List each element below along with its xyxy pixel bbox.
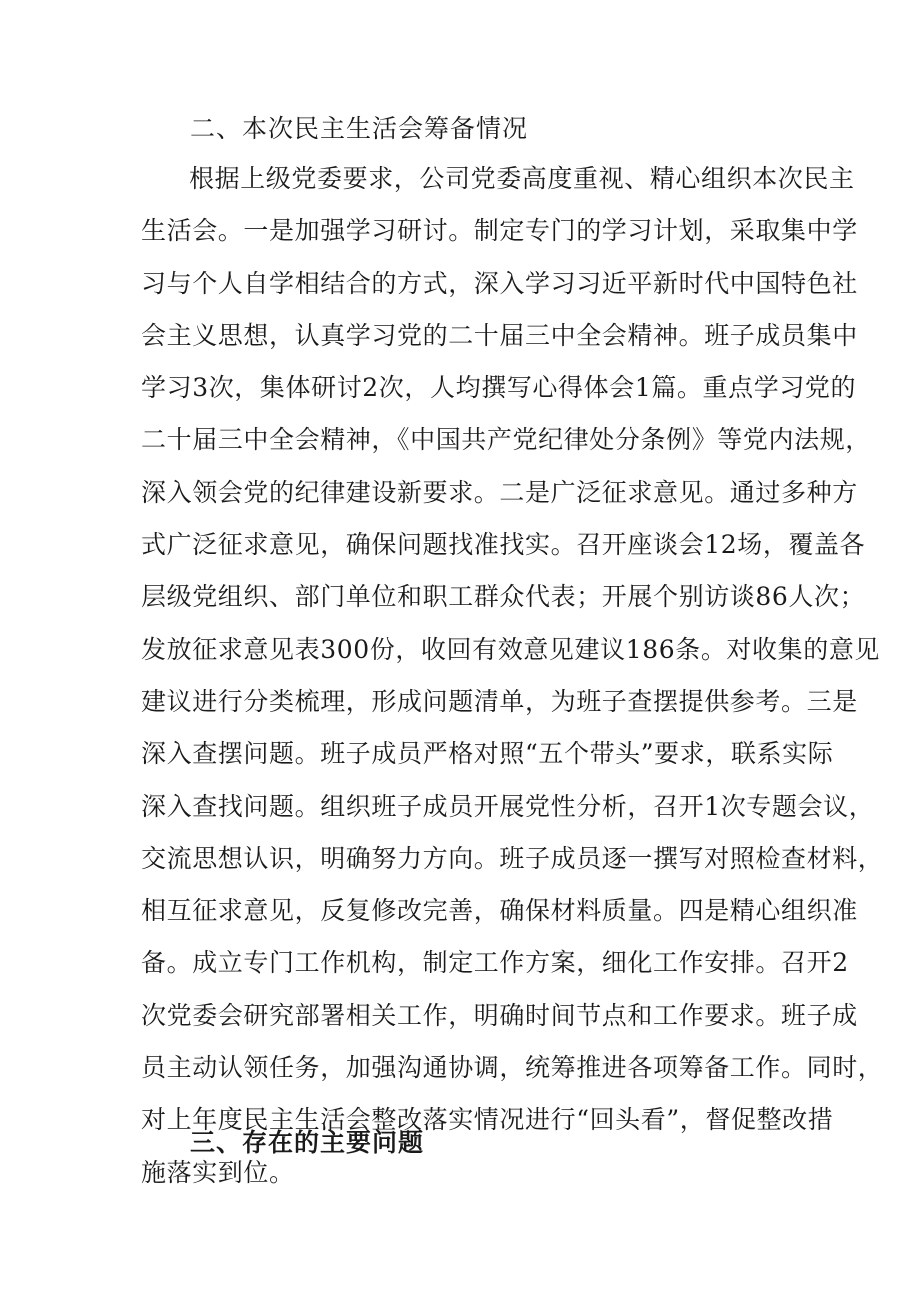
paragraph-line: 二十届三中全会精神，《中国共产党纪律处分条例》等党内法规， <box>141 425 871 455</box>
paragraph-line: 备。成立专门工作机构，制定工作方案，细化工作安排。召开2 <box>141 948 849 978</box>
paragraph-line: 会主义思想，认真学习党的二十届三中全会精神。班子成员集中 <box>141 320 858 350</box>
paragraph-line: 深入查找问题。组织班子成员开展党性分析，召开1次专题会议， <box>141 791 875 821</box>
paragraph-line: 建议进行分类梳理，形成问题清单，为班子查摆提供参考。三是 <box>141 686 858 716</box>
paragraph-line: 习与个人自学相结合的方式，深入学习习近平新时代中国特色社 <box>141 268 858 298</box>
paragraph-line: 相互征求意见，反复修改完善，确保材料质量。四是精心组织准 <box>141 896 858 926</box>
paragraph-line: 生活会。一是加强学习研讨。制定专门的学习计划，采取集中学 <box>141 216 858 246</box>
paragraph-line: 式广泛征求意见，确保问题找准找实。召开座谈会12场，覆盖各 <box>141 530 866 560</box>
paragraph-line: 对上年度民主生活会整改落实情况进行“回头看”，督促整改措 <box>141 1105 834 1135</box>
section-heading-preparation: 二、本次民主生活会筹备情况 <box>190 114 529 143</box>
paragraph-line: 深入领会党的纪律建设新要求。二是广泛征求意见。通过多种方 <box>141 477 858 507</box>
section-heading-main-problems: 三、存在的主要问题 <box>190 1128 425 1157</box>
paragraph-line: 根据上级党委要求，公司党委高度重视、精心组织本次民主 <box>189 164 855 193</box>
paragraph-line: 层级党组织、部门单位和职工群众代表；开展个别访谈86人次； <box>141 582 866 612</box>
paragraph-line: 员主动认领任务，加强沟通协调，统筹推进各项筹备工作。同时， <box>141 1053 884 1083</box>
paragraph-line: 次党委会研究部署相关工作，明确时间节点和工作要求。班子成 <box>141 1000 858 1030</box>
paragraph-line: 交流思想认识，明确努力方向。班子成员逐一撰写对照检查材料， <box>141 843 884 873</box>
paragraph-line: 发放征求意见表300份，收回有效意见建议186条。对收集的意见 <box>141 634 881 664</box>
paragraph-line: 深入查摆问题。班子成员严格对照“五个带头”要求，联系实际 <box>141 739 834 769</box>
paragraph-line: 学习3次，集体研讨2次，人均撰写心得体会1篇。重点学习党的 <box>141 373 857 403</box>
section-body-preparation <box>141 162 884 1208</box>
paragraph-line: 施落实到位。 <box>141 1157 295 1187</box>
